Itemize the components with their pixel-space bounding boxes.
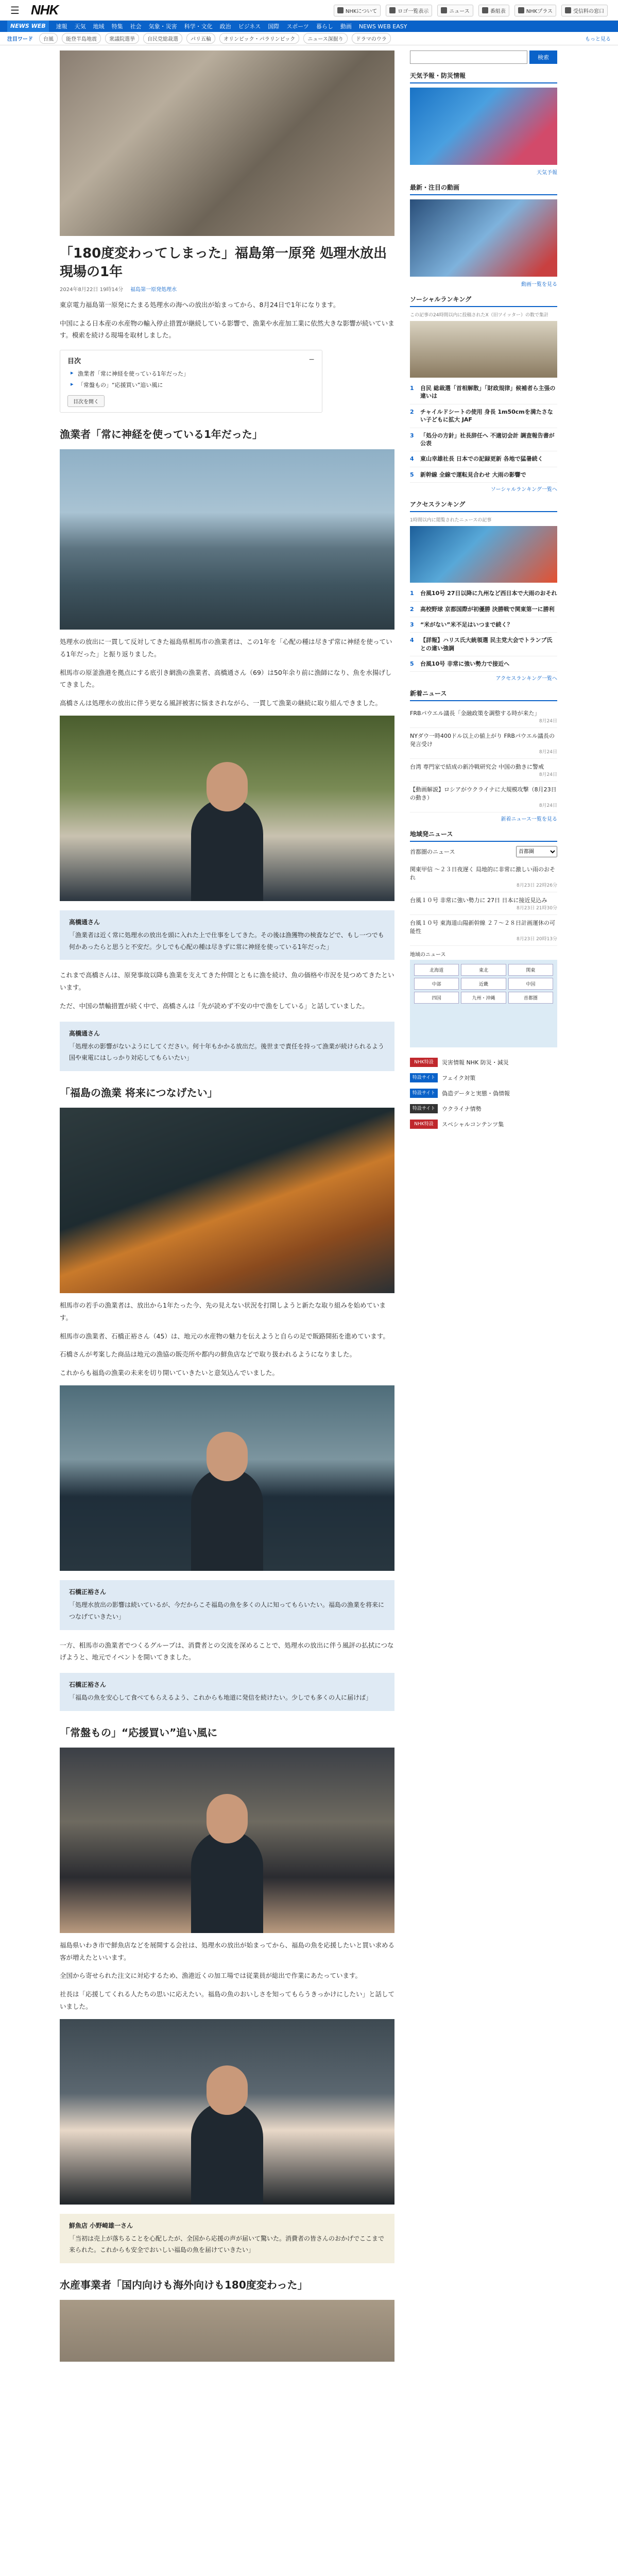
region-button[interactable]: 四国 [414,992,459,1004]
store-staff-photo [60,1748,394,1933]
hot-words-more-link[interactable]: もっと見る [585,37,611,42]
region-button[interactable]: 東北 [461,964,506,976]
regional-news [410,829,557,1047]
social-ranking-caption: この記事の24時間以内に投稿されたX（旧ツイッター）の数で集計 [410,313,548,318]
access-ranking [410,500,557,682]
news-item[interactable]: 台湾 専門家で結成の新冷戦研究会 中国の動きに警戒 8月24日 [410,759,557,782]
oyster-photo [60,50,394,236]
ranking-item[interactable]: 1 自民 総裁選「首相解散」「財政規律」候補者ら主張の違いは [410,381,557,404]
top-link-about[interactable]: NHKについて [334,5,381,16]
section-heading: 水産事業者「国内向けも海外向けも180度変わった」 [60,2279,308,2292]
news-item[interactable]: 台風１０号 非常に強い勢力に 27日 日本に接近見込み 8月23日 21時30分 [410,892,557,915]
quote-box [60,1022,394,1072]
region-button[interactable]: 首都圏 [508,992,553,1004]
fee-icon [565,7,571,13]
hot-word-tag[interactable]: パリ五輪 [186,33,215,44]
hot-word-tag[interactable]: 衆議院選挙 [105,33,139,44]
section-heading: 「常盤もの」“応援買い”追い風に [60,1726,218,1739]
ranking-item[interactable]: 3 “米がない”米不足はいつまで続く？ [410,617,557,633]
shop-owner-photo [60,2019,394,2205]
access-ranking-more-link[interactable]: アクセスランキング一覧へ [495,676,557,682]
regional-select-label: 首都圏のニュース [410,849,455,856]
section-paragraph: 処理水の放出に一貫して反対してきた福島県相馬市の漁業者は、この1年を「心配の種は尽きず常に神経を使っている1年だった」と振り返りました。 [60,638,392,658]
region-select[interactable] [516,846,557,857]
top-link-plus[interactable]: NHKプラス [514,5,556,16]
page-body [0,45,618,2362]
weather-more-link[interactable]: 天気予報 [537,170,557,176]
section-paragraph: 石橋さんが考案した商品は地元の漁協の販売所や都内の鮮魚店などで取り扱われるようになりました。 [60,1350,356,1359]
quote-text: 「処理水の影響がないようにしてください。何十年もかかる放出だ。後世まで責任を持って漁業が続けられるよう国や東電にはしっかり対応してもらいたい」 [69,1042,385,1062]
article-title: 「180度変わってしまった」福島第一原発 処理水放出 現場の1年 [60,246,387,280]
quote-speaker: 石橋正裕さん [69,1681,107,1689]
nhk-logo[interactable]: NHK [30,2,59,18]
news-item[interactable]: NYダウ一時400ドル以上の値上がり FRBパウエル議長の発言受け 8月24日 [410,728,557,759]
region-button[interactable]: 九州・沖縄 [461,992,506,1004]
toc-collapse-icon[interactable]: − [308,355,315,364]
new-news-more-link[interactable]: 新着ニュース一覧を見る [501,817,557,823]
section-paragraph: 相馬市の若手の漁業者は、放出から1年たった今、先の見えない状況を打開しようと新たな取り組みを始めています。 [60,1301,386,1321]
person-figure [191,2102,263,2205]
section-paragraph: 相馬市の漁業者、石橋正裕さん（45）は、地元の水産物の魅力を伝えようと自らの足で販路開拓を進めています。 [60,1332,389,1340]
quote-box [60,2214,394,2264]
harbor-photo [60,449,394,630]
section-paragraph: ただ、中国の禁輸措置が続く中で、高橋さんは「先が読めず不安の中で漁をしている」と話していました。 [60,1002,369,1010]
table-of-contents [60,350,322,413]
news-icon [441,7,447,13]
news-item[interactable]: 【動画解説】ロシアがウクライナに大規模攻撃（8月23日の動き） 8月24日 [410,782,557,812]
quote-box [60,1673,394,1711]
news-item[interactable]: 台風１０号 東海道山陽新幹線 ２７〜２８日計画運休の可能性 8月23日 20時13分 [410,915,557,946]
sidebar [410,50,557,2362]
nav-item[interactable]: 地域 [93,23,105,30]
top-link-news[interactable]: ニュース [437,5,473,16]
ranking-item[interactable]: 5 新幹線 全線で運転見合わせ 大雨の影響で [410,467,557,483]
nav-item[interactable]: 科学・文化 [184,23,213,30]
section-paragraph: これからも福島の漁業の未来を切り開いていきたいと意気込んでいました。 [60,1369,279,1377]
region-button[interactable]: 中部 [414,978,459,990]
play-icon [518,7,524,13]
info-icon [337,7,344,13]
quote-speaker: 石橋正裕さん [69,1588,107,1596]
top-links [334,0,608,21]
section-paragraph: これまで高橋さんは、原発事故以降も漁業を支えてきた仲間とともに漁を続け、魚の価格や市況を見つめてきたといいます。 [60,971,394,992]
special-banner[interactable]: 特設サイト フェイク対策 [410,1070,557,1086]
access-ranking-thumb[interactable] [410,526,557,583]
social-ranking-thumb[interactable] [410,321,557,378]
ranking-item[interactable]: 3 「処分の方針」社長辞任へ 不適切会計 調査報告書が公表 [410,428,557,452]
fisherman-photo [60,716,394,901]
nav-item[interactable]: 特集 [111,23,123,30]
section-paragraph: 社長は「応援してくれる人たちの思いに応えたい。福島の魚のおいしさを知ってもらうきっかけにしたい」と話していました。 [60,1990,395,2010]
social-ranking [410,295,557,493]
latest-video-box [410,183,557,287]
quote-speaker: 鮮魚店 小野崎雄一さん [69,2222,133,2229]
toc-open-button[interactable]: 目次を開く [67,395,105,407]
nav-item[interactable]: 速報 [56,23,67,30]
ranking-item[interactable]: 1 台風10号 27日以降に九州など西日本で大雨のおそれ [410,586,557,601]
special-banners [410,1055,557,1132]
japan-region-map [410,960,557,1047]
hot-word-tag[interactable]: 自民党総裁選 [143,33,182,44]
young-fisherman-photo [60,1385,394,1571]
article-main [60,50,394,2362]
article-meta [60,285,394,293]
access-ranking-heading: アクセスランキング [410,500,557,512]
quote-text: 「福島の魚を安心して食べてもらえるよう、これからも地道に発信を続けたい。少しでも多くの人に届けば」 [69,1694,372,1702]
regional-news-heading: 地域発ニュース [410,829,557,842]
tv-icon [482,7,488,13]
person-figure [191,1468,263,1571]
nav-item[interactable]: NEWS WEB EASY [358,23,407,30]
hot-words-bar [0,32,618,45]
access-ranking-caption: 1時間以内に閲覧されたニュースの記事 [410,518,492,523]
newsweb-brand[interactable]: NEWS WEB [7,21,49,32]
section-heading: 「福島の漁業 将来につなげたい」 [60,1087,218,1099]
special-banner[interactable]: NHK特設 災害情報 NHK 防災・減災 [410,1055,557,1070]
social-ranking-more-link[interactable]: ソーシャルランキング一覧へ [490,487,557,493]
quote-text: 「当初は売上が落ちることを心配したが、全国から応援の声が届いて驚いた。消費者の皆さんのおかげでここまで来られた。これからも安全でおいしい福島の魚を届けていきたい」 [69,2234,385,2254]
hot-word-tag[interactable]: ニュース深掘り [303,33,348,44]
regional-map-title: 地域のニュース [410,952,446,958]
social-ranking-heading: ソーシャルランキング [410,295,557,307]
new-news [410,689,557,822]
top-link-fee[interactable]: 受信料の窓口 [561,5,608,16]
quote-speaker: 高橋通さん [69,918,100,926]
site-search [410,50,557,64]
section-paragraph: 全国から寄せられた注文に対応するため、漁港近くの加工場では従業員が総出で作業にあたっています。 [60,1972,362,1980]
nav-item[interactable]: 社会 [130,23,142,30]
quote-speaker: 高橋通さん [69,1029,100,1037]
special-banner[interactable]: 特設サイト ウクライナ情勢 [410,1101,557,1116]
hamburger-menu-icon[interactable]: ☰ [10,4,20,16]
section-paragraph: 相馬市の原釜漁港を拠点にする底引き網漁の漁業者、高橋通さん（69）は50年余り前に漁師になり、魚を水揚げしてきました。 [60,668,392,689]
weather-heading: 天気予報・防災情報 [410,71,557,83]
nav-item[interactable]: スポーツ [286,23,309,30]
processing-photo [60,2300,394,2362]
article-date: 2024年8月22日 19時14分 [60,286,124,293]
hot-word-tag[interactable]: ドラマのウラ [352,33,391,44]
ranking-item[interactable]: 2 高校野球 京都国際が初優勝 決勝戦で関東第一に勝利 [410,602,557,617]
special-banner[interactable]: 特設サイト 偽造データと実態・偽情報 [410,1086,557,1101]
nav-item[interactable]: 動画 [340,23,352,30]
section-paragraph: 一方、相馬市の漁業者でつくるグループは、消費者との交流を深めることで、処理水の放出に伴う風評の払拭につなげようと、地元でイベントを開いてきました。 [60,1641,394,1662]
region-button[interactable]: 近畿 [461,978,506,990]
article-category[interactable]: 福島第一原発処理水 [130,286,177,293]
list-icon [389,7,396,13]
quote-box [60,910,394,960]
weather-box [410,71,557,176]
main-nav [0,21,618,32]
nav-item[interactable]: ビジネス [238,23,261,30]
quote-text: 「処理水放出の影響は続いているが、今だからこそ福島の魚を多くの人に知ってもらいたい。福島の漁業を将来につなげていきたい」 [69,1601,385,1620]
nav-item[interactable]: 国際 [268,23,280,30]
special-banner[interactable]: NHK特設 スペシャルコンテンツ集 [410,1116,557,1132]
video-list-link[interactable]: 動画一覧を見る [521,282,557,287]
hot-word-tag[interactable]: オリンピック・パラリンピック [219,33,299,44]
region-button[interactable]: 関東 [508,964,553,976]
top-header [0,0,618,21]
search-button[interactable]: 検索 [529,50,557,64]
nav-item[interactable]: 天気 [74,23,86,30]
new-news-heading: 新着ニュース [410,689,557,701]
person-figure [191,1830,263,1933]
nav-item[interactable]: 気象・災害 [148,23,177,30]
search-input[interactable] [410,50,527,64]
nav-item[interactable]: 政治 [219,23,231,30]
toc-item[interactable]: ▸ 漁業者「常に神経を使っている1年だった」 [73,369,315,378]
article-lead: 東京電力福島第一原発にたまる処理水の海への放出が始まってから、8月24日で1年になります。 [60,300,340,309]
top-link-logo[interactable]: ロゴ一覧表示 [386,5,432,16]
section-paragraph: 高橋さんは処理水の放出に伴う更なる風評被害に悩まされながら、一貫して漁業の継続に取り組んできました。 [60,699,382,707]
toc-title: 目次 [67,358,81,366]
latest-video-heading: 最新・注目の動画 [410,183,557,195]
hot-word-tag[interactable]: 能登半島地震 [62,33,101,44]
latest-video-thumb[interactable] [410,199,557,277]
fish-catch-photo [60,1108,394,1293]
hot-words-label: 注目ワード [7,37,33,42]
region-button[interactable]: 北海道 [414,964,459,976]
news-item[interactable]: FRBパウエル議長「金融政策を調整する時が来た」 8月24日 [410,705,557,728]
ranking-item[interactable]: 5 台風10号 非常に強い勢力で接近へ [410,656,557,672]
nav-item[interactable]: 暮らし [316,23,333,30]
region-button[interactable]: 中国 [508,978,553,990]
toc-item[interactable]: ▸ 「常盤もの」“応援買い”追い風に [73,381,315,389]
article-lead-2: 中国による日本産の水産物の輸入停止措置が継続している影響で、漁業や水産加工業に依然大きな影響が続いています。模索を続ける現場を取材しました。 [60,319,394,340]
hot-word-tag[interactable]: 台風 [39,33,58,44]
section-heading: 漁業者「常に神経を使っている1年だった」 [60,428,263,441]
news-item[interactable]: 関東甲信 〜２３日夜遅く 局地的に非常に激しい雨のおそれ 8月23日 22時26分 [410,861,557,892]
ranking-item[interactable]: 2 チャイルドシートの使用 身長 1m50cmを満たさない子どもに拡大 JAF [410,404,557,428]
quote-text: 「漁業者は近く常に処理水の放出を頭に入れた上で仕事をしてきた。その後は漁獲物の検査などで、もし一つでも何かあったらと思うと不安だ。少しでも心配の種は尽きずに常に神経を使っている1年だった」 [69,931,384,951]
ranking-item[interactable]: 4 【詳報】ハリス氏大統領選 民主党大会でトランプ氏との違い強調 [410,633,557,656]
quote-box [60,1580,394,1630]
top-link-program[interactable]: 番組表 [478,5,509,16]
section-paragraph: 福島県いわき市で鮮魚店などを展開する会社は、処理水の放出が始まってから、福島の魚を応援したいと買い求める客が増えたといいます。 [60,1941,395,1961]
weather-map-thumb[interactable] [410,88,557,165]
ranking-item[interactable]: 4 東山幸雄社長 日本での記録更新 各地で猛暑続く [410,451,557,467]
person-figure [191,798,263,901]
